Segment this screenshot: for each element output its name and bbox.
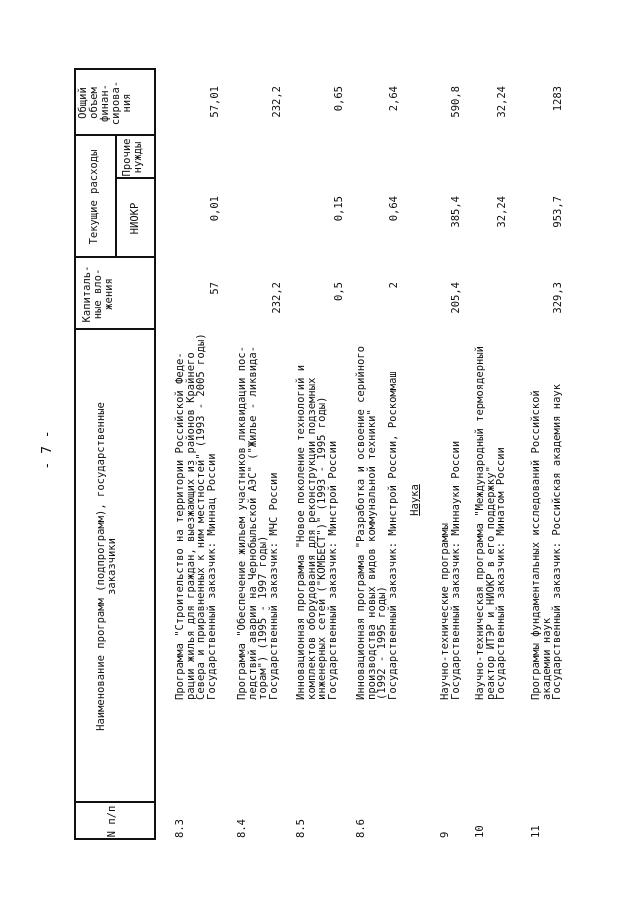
row-capital: 232,2 [271,282,283,314]
header-name: Наименование программ (подпрограмм), государственные заказчики [95,402,118,731]
row-num: 8.5 [295,819,307,838]
section-title: Наука [409,484,421,516]
row-name: Научно-техническая программа "Международный термоядерный реактор ИТЭР и НИОКР в его поддержку" Государственный заказчик: Минатом России [474,345,508,700]
row-name: Научно-технические программы Государственный заказчик: Миннауки России [439,440,462,700]
row-name: Программа "Обеспечение жильем участников ликвидации пос- ледствий аварии на Чернобыльской АЭС" ("Жилье - ликвида- торам") (1995 - 1997 годы) Государственный заказчик: МЧС России [236,345,280,700]
row-capital: 205,4 [450,282,462,314]
row-total: 1283 [552,86,564,112]
row-capital: 0,5 [333,282,345,301]
row-num: 10 [474,825,486,838]
row-total: 32,24 [496,86,508,118]
table-current-sub-border [115,136,117,258]
row-capital: 57 [209,282,221,295]
row-num: 11 [530,825,542,838]
row-num: 8.4 [236,819,248,838]
row-niokr: 0,64 [388,196,400,222]
header-niokr: НИОКР [129,202,141,235]
row-name: Инновационная программа "Новое поколение технологий и комплектов оборудования для реконструкции подземных инженерных сетей ("КОМБЕСТ")" (1993 - 1995 годы) Государственный заказчик: Минстрой России [295,364,339,700]
row-name: Программы фундаментальных исследований Российской академии наук Государственный заказчик: Российская академия наук [530,383,564,700]
table-top-border [74,69,76,840]
row-niokr: 953,7 [552,196,564,228]
row-niokr: 0,15 [333,196,345,222]
header-capital: Капиталь- ные вло- жения [81,265,115,323]
row-capital: 329,3 [552,282,564,314]
row-total: 2,64 [388,86,400,112]
table-header-bottom-border [154,69,156,840]
row-total: 232,2 [271,86,283,118]
page-number: - 7 - [40,430,55,470]
row-num: 9 [439,831,451,838]
header-current: Текущие расходы [88,149,100,245]
row-niokr: 385,4 [450,196,462,228]
row-total: 0,65 [333,86,345,112]
header-num: N п/п [106,805,118,838]
row-niokr: 0,01 [209,196,221,222]
row-name: Программа "Строительство на территории Российской Феде- рации жилья для граждан, выезжающих из районов Крайнего Севера и приравненных к ним местностей" (1993 - 2005 годы) Государственный заказчик: Миннац России [174,333,218,700]
header-total: Общий объем финан- сирова- ния [77,80,133,126]
row-num: 8.6 [355,819,367,838]
row-num: 8.3 [174,819,186,838]
row-capital: 2 [388,282,400,289]
row-total: 57,01 [209,86,221,118]
row-total: 590,8 [450,86,462,118]
row-name: Инновационная программа "Разработка и освоение серийного производства новых видов коммунальной техники" (1992 - 1995 годы) Государственный заказчик: Минстрой России, Роскоммаш [355,345,399,700]
header-other: Прочие нужды [121,138,144,177]
row-niokr: 32,24 [496,196,508,228]
